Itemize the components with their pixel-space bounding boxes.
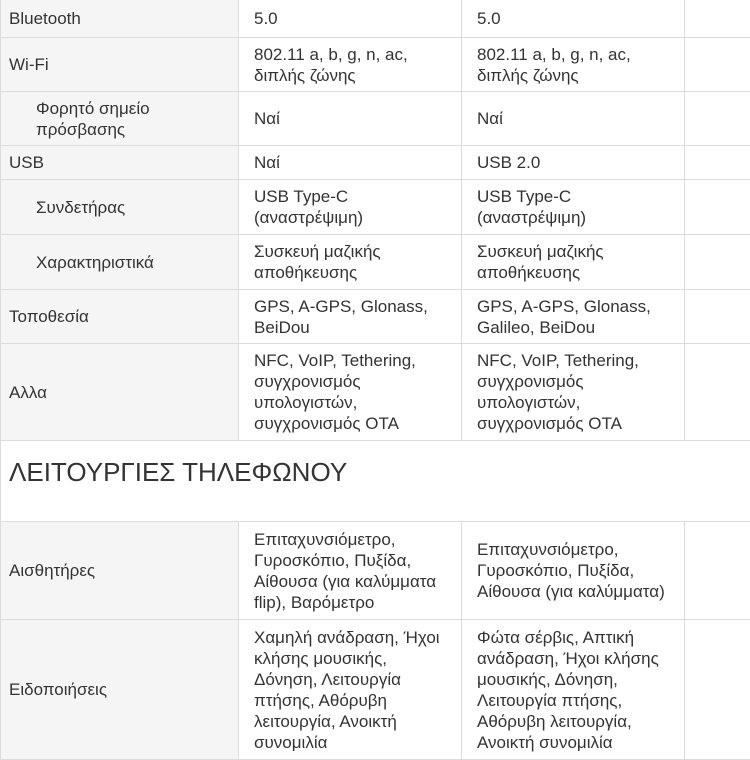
spec-label: USB xyxy=(1,146,239,180)
spec-value-device-2: Συσκευή μαζικής αποθήκευσης xyxy=(462,235,685,290)
spec-label: Χαρακτηριστικά xyxy=(1,235,239,290)
spec-value-device-2: Επιταχυνσιόμετρο, Γυροσκόπιο, Πυξίδα, Αίθουσα (για καλύμματα) xyxy=(462,522,685,620)
spec-value-device-3 xyxy=(685,290,750,344)
spec-label: Αισθητήρες xyxy=(1,522,239,620)
spec-value-device-3 xyxy=(685,522,750,620)
spec-value-device-1: 802.11 a, b, g, n, ac, διπλής ζώνης xyxy=(239,38,462,92)
phone-features-spec-table xyxy=(0,521,750,760)
spec-value-device-2: USB Type-C (αναστρέψιμη) xyxy=(462,180,685,235)
spec-row xyxy=(1,290,750,344)
spec-value-device-2: USB 2.0 xyxy=(462,146,685,180)
phone-features-spec-body xyxy=(1,522,750,760)
spec-value-device-3 xyxy=(685,146,750,180)
spec-value-device-1: 5.0 xyxy=(239,0,462,38)
spec-value-device-3 xyxy=(685,235,750,290)
spec-label: Αλλα xyxy=(1,344,239,441)
spec-label: Ειδοποιήσεις xyxy=(1,620,239,760)
spec-row xyxy=(1,0,750,38)
spec-row xyxy=(1,522,750,620)
spec-label: Συνδετήρας xyxy=(1,180,239,235)
spec-value-device-3 xyxy=(685,620,750,760)
spec-value-device-1: USB Type-C (αναστρέψιμη) xyxy=(239,180,462,235)
spec-value-device-2: Ναί xyxy=(462,92,685,146)
spec-value-device-1: Συσκευή μαζικής αποθήκευσης xyxy=(239,235,462,290)
spec-value-device-3 xyxy=(685,92,750,146)
spec-label: Φορητό σημείο πρόσβασης xyxy=(1,92,239,146)
spec-value-device-1: GPS, A-GPS, Glonass, BeiDou xyxy=(239,290,462,344)
spec-value-device-1: Ναί xyxy=(239,92,462,146)
spec-value-device-3 xyxy=(685,344,750,441)
section-heading-phone-features: ΛΕΙΤΟΥΡΓΙΕΣ ΤΗΛΕΦΩΝΟΥ xyxy=(0,441,750,521)
spec-label: Wi-Fi xyxy=(1,38,239,92)
spec-row xyxy=(1,146,750,180)
spec-value-device-2: 5.0 xyxy=(462,0,685,38)
spec-value-device-3 xyxy=(685,180,750,235)
spec-value-device-1: Επιταχυνσιόμετρο, Γυροσκόπιο, Πυξίδα, Αίθουσα (για καλύμματα flip), Βαρόμετρο xyxy=(239,522,462,620)
spec-value-device-2: GPS, A-GPS, Glonass, Galileo, BeiDou xyxy=(462,290,685,344)
spec-row xyxy=(1,344,750,441)
spec-value-device-2: Φώτα σέρβις, Απτική ανάδραση, Ήχοι κλήσης μουσικής, Δόνηση, Λειτουργία πτήσης, Αθόρυβη λειτουργία, Ανοικτή συνομιλία xyxy=(462,620,685,760)
spec-value-device-1: NFC, VoIP, Tethering, συγχρονισμός υπολογιστών, συγχρονισμός OTA xyxy=(239,344,462,441)
spec-row xyxy=(1,38,750,92)
spec-label: Bluetooth xyxy=(1,0,239,38)
spec-value-device-1: Χαμηλή ανάδραση, Ήχοι κλήσης μουσικής, Δόνηση, Λειτουργία πτήσης, Αθόρυβη λειτουργία, Ανοικτή συνομιλία xyxy=(239,620,462,760)
spec-value-device-2: NFC, VoIP, Tethering, συγχρονισμός υπολογιστών, συγχρονισμός OTA xyxy=(462,344,685,441)
spec-row xyxy=(1,235,750,290)
spec-row xyxy=(1,180,750,235)
spec-value-device-3 xyxy=(685,38,750,92)
spec-value-device-3 xyxy=(685,0,750,38)
spec-row xyxy=(1,92,750,146)
connectivity-spec-body xyxy=(1,0,750,441)
spec-label: Τοποθεσία xyxy=(1,290,239,344)
spec-value-device-1: Ναί xyxy=(239,146,462,180)
spec-value-device-2: 802.11 a, b, g, n, ac, διπλής ζώνης xyxy=(462,38,685,92)
spec-row xyxy=(1,620,750,760)
